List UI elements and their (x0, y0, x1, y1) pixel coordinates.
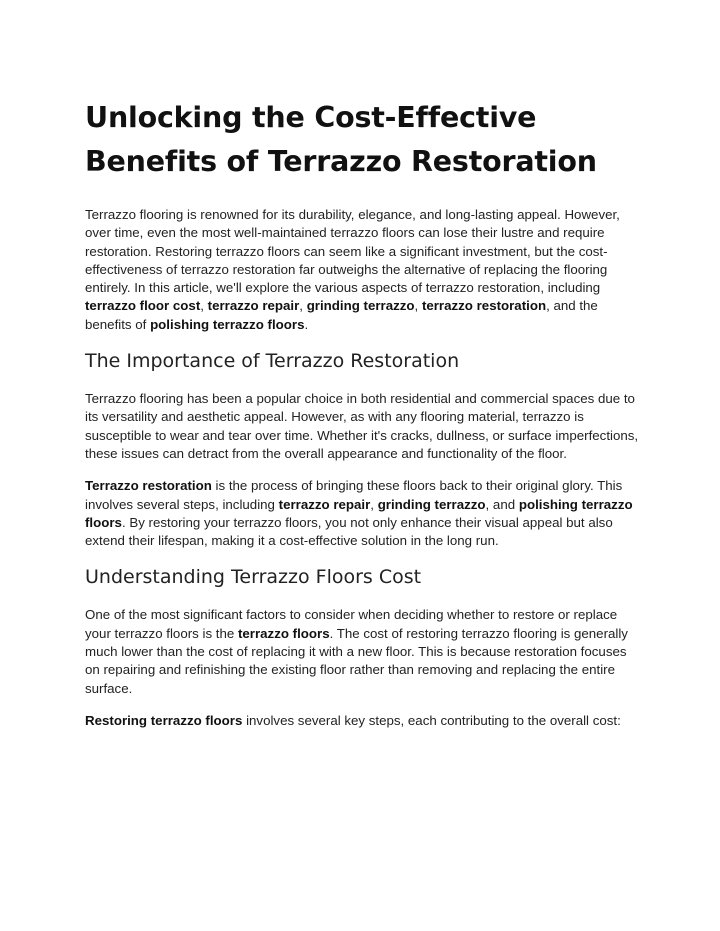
text-run: . (304, 316, 309, 332)
keyword-terrazzo-repair: terrazzo repair (207, 298, 300, 314)
text-run: Terrazzo flooring is renowned for its durability, elegance, and long-lasting appeal. However, over time, even the most well-maintained terrazzo floors can lose their lustre and require restoration. Restoring terrazzo floors can seem like a significant investment, but the cost-effectiveness of terrazzo restoration far outweighs the alternative of replacing the flooring entirely. In this article, we'll explore the various aspects of terrazzo restoration, including (85, 207, 620, 296)
cost-paragraph-1 (85, 606, 641, 697)
text-run: is the process of bringing these floors back to their original glory. This involves several steps, including (85, 478, 623, 512)
section-heading-cost: Understanding Terrazzo Floors Cost (85, 566, 422, 589)
keyword-grinding-terrazzo: grinding terrazzo (306, 298, 415, 314)
page-title: Unlocking the Cost-Effective Benefits of Terrazzo Restoration (85, 101, 597, 178)
text-run: . By restoring your terrazzo floors, you not only enhance their visual appeal but also extend their lifespan, making it a cost-effective solution in the long run. (85, 514, 613, 549)
document-page (85, 96, 641, 744)
text-run: , and the benefits of (85, 298, 598, 332)
keyword-terrazzo-restoration: terrazzo restoration (421, 298, 547, 314)
keyword-polishing-terrazzo-floors: polishing terrazzo floors (85, 496, 633, 530)
importance-paragraph-1: Terrazzo flooring has been a popular choice in both residential and commercial spaces due to its versatility and aesthetic appeal. However, as with any flooring material, terrazzo is susceptible to wear and tear over time. Whether it's cracks, dullness, or surface imperfections, these issues can detract from the overall appearance and functionality of the floor. (85, 391, 639, 461)
keyword-terrazzo-floors: terrazzo floors (237, 625, 330, 641)
text-run: . The cost of restoring terrazzo flooring is generally much lower than the cost of replacing it with a new floor. This is because restoration focuses on repairing and refinishing the existing floor rather than removing and replacing the entire surface. (85, 625, 628, 696)
text-run: One of the most significant factors to consider when deciding whether to restore or replace your terrazzo floors is the (85, 607, 618, 641)
keyword-polishing-terrazzo-floors: polishing terrazzo floors (150, 316, 305, 332)
section-heading-importance: The Importance of Terrazzo Restoration (85, 350, 460, 373)
keyword-terrazzo-repair: terrazzo repair (278, 496, 371, 512)
text-run: , (200, 298, 208, 314)
keyword-restoring-terrazzo-floors: Restoring terrazzo floors (85, 712, 243, 728)
text-run: involves several key steps, each contributing to the overall cost: (242, 712, 621, 728)
text-run: , (299, 298, 307, 314)
text-run: , (414, 298, 422, 314)
cost-paragraph-2 (85, 712, 641, 730)
text-run: , (370, 496, 378, 512)
text-run: , and (485, 496, 519, 512)
importance-paragraph-2 (85, 477, 641, 550)
keyword-terrazzo-restoration: Terrazzo restoration (85, 478, 212, 494)
keyword-grinding-terrazzo: grinding terrazzo (377, 496, 486, 512)
intro-paragraph (85, 206, 641, 334)
keyword-terrazzo-floor-cost: terrazzo floor cost (85, 298, 201, 314)
